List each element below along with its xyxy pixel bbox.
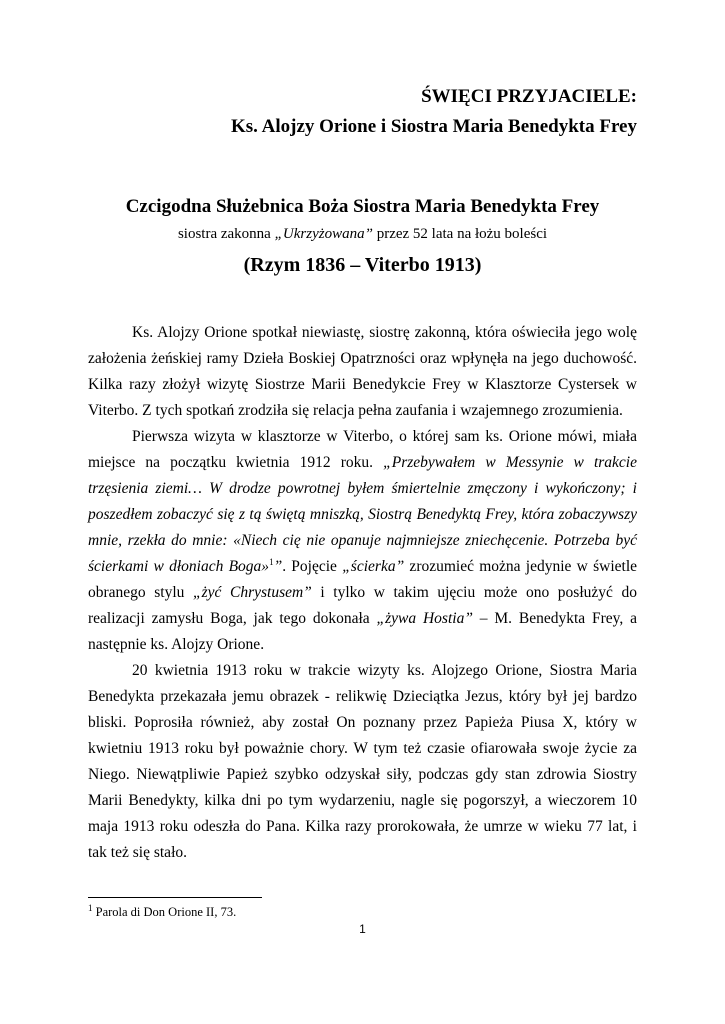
description-text-start: siostra zakonna [177, 226, 275, 242]
section-description [88, 226, 637, 243]
document-body [88, 320, 637, 866]
p2-text-3: zrozumieć można jedynie w świetle obranego stylu [88, 558, 638, 601]
document-title: ŚWIĘCI PRZYJACIELE: [421, 86, 637, 107]
paragraph-3: 20 kwietnia 1913 roku w trakcie wizyty ks. Alojzego Orione, Siostra Maria Benedykta przekazała jemu obrazek - relikwię Dzieciątka Jezus, który był jej bardzo bliski. Poprosiła również, aby został On poznany przez Papieża Piusa X, który w kwietniu 1913 roku był poważnie chory. W tym też czasie ofiarowała swoje życie za Niego. Niewątpliwie Papież szybko odzyskał siły, podczas gdy stan zdrowia Siostry Marii Benedykty, kilka dni po tym wydarzeniu, nagle się pogorszył, a wieczorem 10 maja 1913 roku odeszła do Pana. Kilka razy prorokowała, że umrze w wieku 77 lat, i tak też się stało. [88, 662, 637, 861]
footnote-number: 1 [88, 902, 93, 913]
p2-text-2: . Pojęcie [282, 558, 343, 575]
p2-term-scierka: „ścierka” [342, 558, 405, 575]
paragraph-2 [88, 424, 637, 658]
p2-quote-end: ” [273, 558, 283, 575]
footnote-separator [88, 897, 262, 898]
section-dates: (Rzym 1836 – Viterbo 1913) [243, 254, 482, 276]
document-subtitle: Ks. Alojzy Orione i Siostra Maria Benedykta Frey [231, 116, 637, 137]
footnote [88, 902, 237, 920]
section-heading: Czcigodna Służebnica Boża Siostra Maria Benedykta Frey [125, 196, 600, 217]
page-number: 1 [359, 922, 366, 936]
p2-text-4: i tylko w takim ujęciu może ono posłużyć do realizacji zamysłu Boga, jak tego dokonała [88, 584, 637, 627]
p2-term-zyc-chrystusem: „żyć Chrystusem” [192, 584, 312, 601]
p2-quote: „Przebywałem w Messynie w trakcie trzęsienia ziemi… W drodze powrotnej byłem śmiertelnie zmęczony i wykończony; i poszedłem zobaczyć się z tą świętą mniszką, Siostrą Benedyktą Frey, która zobaczywszy mnie, rzekła do mnie: «Niech cię nie opanuje najmniejsze zniechęcenie. Potrzeba być ścierkami w dłoniach Boga» [88, 454, 637, 575]
p2-term-zywa-hostia: „żywa Hostia” [376, 610, 473, 627]
footnote-text: Parola di Don Orione II, 73. [92, 905, 237, 919]
description-italic: „Ukrzyżowana” [274, 226, 373, 242]
p2-text-1: Pierwsza wizyta w klasztorze w Viterbo, o której sam ks. Orione mówi, miała miejsce na początku kwietnia 1912 roku. [88, 428, 637, 471]
paragraph-1: Ks. Alojzy Orione spotkał niewiastę, siostrę zakonną, która oświeciła jego wolę założenia żeńskiej ramy Dzieła Boskiej Opatrzności oraz wpłynęła na jego duchowość. Kilka razy złożył wizytę Siostrze Marii Benedykcie Frey w Klasztorze Cystersek w Viterbo. Z tych spotkań zrodziła się relacja pełna zaufania i wzajemnego zrozumienia. [88, 324, 637, 419]
footnote-reference[interactable]: 1 [269, 556, 274, 567]
description-text-end: przez 52 lata na łożu boleści [372, 226, 548, 242]
p2-text-5: – M. Benedykta Frey, a następnie ks. Alojzy Orione. [88, 610, 637, 653]
